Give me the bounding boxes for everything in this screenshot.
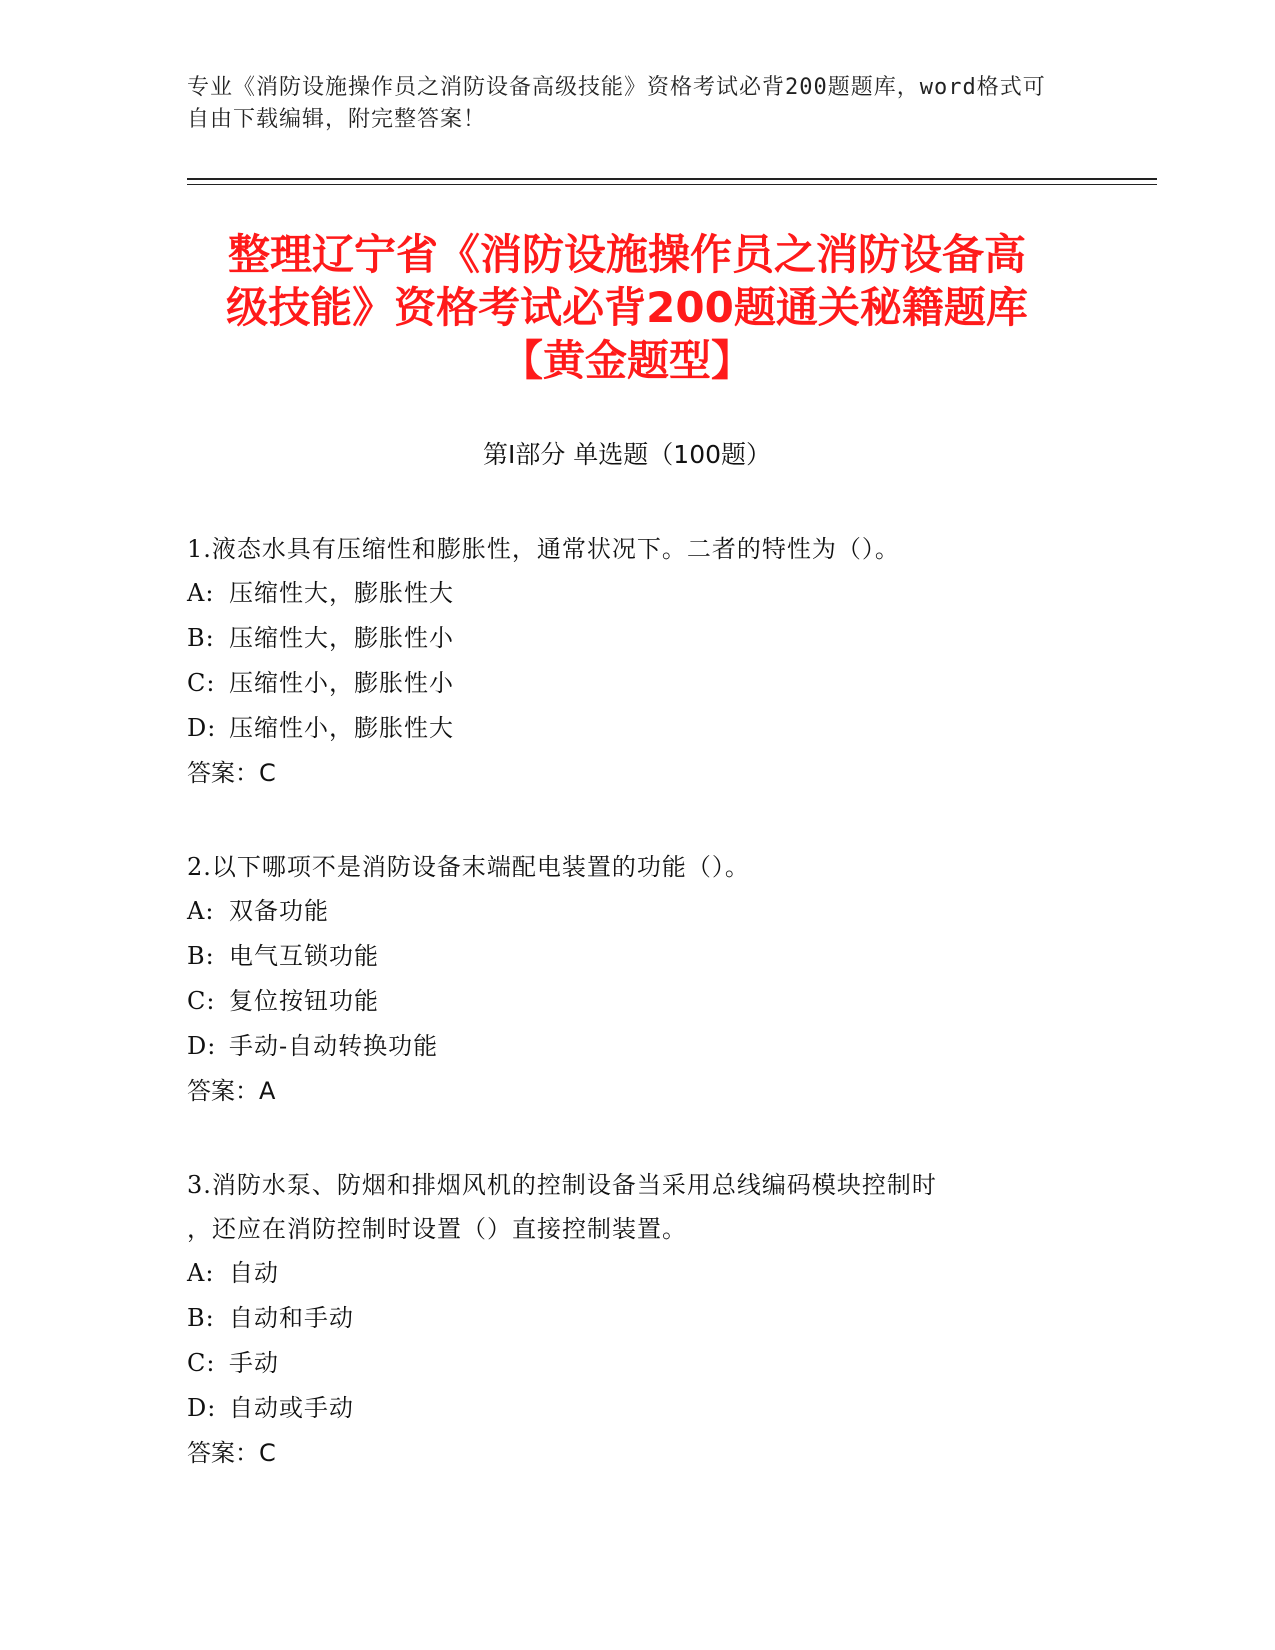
question-1 [187,527,1067,796]
header-divider-thin [187,184,1157,185]
option-text: 双备功能 [229,897,329,925]
answer-value: C [259,759,276,787]
option-label: D: [187,1032,217,1060]
option-text: 压缩性大，膨胀性大 [229,579,454,607]
answer-line [187,751,1067,796]
answer-prefix: 答案： [187,1439,259,1467]
option-label: C: [187,987,216,1015]
question-list [187,527,1067,1525]
option-label: A: [187,1259,215,1287]
option-text: 自动或手动 [229,1394,354,1422]
title-line: 级技能》资格考试必背200题通关秘籍题库 [226,283,1028,332]
option-label: A: [187,897,215,925]
option-b [187,934,1067,979]
option-a [187,571,1067,616]
option-d [187,1386,1067,1431]
option-c [187,1341,1067,1386]
question-3 [187,1163,1067,1476]
document-title [187,228,1067,387]
answer-line [187,1069,1067,1114]
option-a [187,889,1067,934]
option-text: 手动 [229,1349,279,1377]
question-stem: 2.以下哪项不是消防设备末端配电装置的功能（）。 [187,853,750,881]
answer-line [187,1431,1067,1476]
answer-value: C [259,1439,276,1467]
option-label: C: [187,1349,216,1377]
option-a [187,1251,1067,1296]
option-d [187,706,1067,751]
option-d [187,1024,1067,1069]
header-note: 专业《消防设施操作员之消防设备高级技能》资格考试必背200题题库，word格式可自由下载编辑，附完整答案！ [187,75,1046,132]
option-c [187,661,1067,706]
option-text: 压缩性大，膨胀性小 [229,624,454,652]
title-line: 【黄金题型】 [500,336,753,385]
question-stem: 3.消防水泵、防烟和排烟风机的控制设备当采用总线编码模块控制时 [187,1171,937,1199]
answer-prefix: 答案： [187,759,259,787]
option-label: D: [187,1394,217,1422]
title-line: 整理辽宁省《消防设施操作员之消防设备高 [227,230,1026,279]
answer-prefix: 答案： [187,1077,259,1105]
option-label: B: [187,624,215,652]
option-text: 自动 [229,1259,279,1287]
option-b [187,616,1067,661]
question-stem: 1.液态水具有压缩性和膨胀性，通常状况下。二者的特性为（）。 [187,535,900,563]
option-b [187,1296,1067,1341]
question-2 [187,845,1067,1114]
option-text: 压缩性小，膨胀性大 [229,714,454,742]
question-stem-continued: ，还应在消防控制时设置（）直接控制装置。 [187,1215,687,1243]
option-text: 手动-自动转换功能 [229,1032,439,1060]
option-label: C: [187,669,216,697]
answer-value: A [259,1077,276,1105]
option-text: 压缩性小，膨胀性小 [229,669,454,697]
option-label: A: [187,579,215,607]
option-label: B: [187,1304,215,1332]
option-text: 电气互锁功能 [229,942,379,970]
section-title: 第Ⅰ部分 单选题（100题） [482,440,772,469]
option-label: B: [187,942,215,970]
option-text: 自动和手动 [229,1304,354,1332]
option-text: 复位按钮功能 [229,987,379,1015]
option-label: D: [187,714,217,742]
header-divider [187,178,1157,180]
option-c [187,979,1067,1024]
